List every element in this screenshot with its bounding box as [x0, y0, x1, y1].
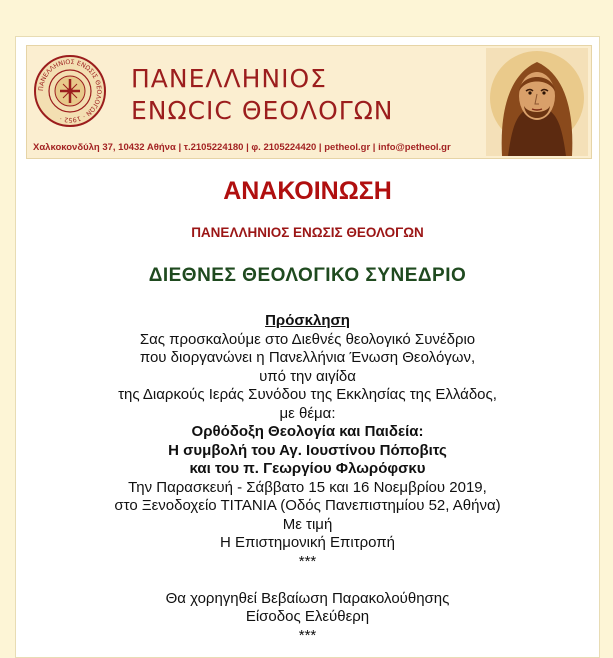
sender-name: ΠΑΝΕΛΛΗΝΙΟΣ ΕΝΩΣΙΣ ΘΕΟΛΟΓΩΝ	[191, 225, 424, 240]
separator: ***	[298, 552, 317, 570]
venue-line: στο Ξενοδοχείο ΤΙΤΑΝΙΑ (Οδός Πανεπιστημίου 52, Αθήνα)	[114, 497, 501, 514]
invitation-line: της Διαρκούς Ιεράς Συνόδου της Εκκλησίας της Ελλάδος,	[118, 386, 497, 403]
conference-title: ΔΙΕΘΝΕΣ ΘΕΟΛΟΓΙΚΟ ΣΥΝΕΔΡΙΟ	[148, 265, 467, 286]
topic-line: Ορθόδοξη Θεολογία και Παιδεία:	[191, 423, 424, 440]
topic-line: και του π. Γεωργίου Φλωρόφσκυ	[189, 460, 426, 477]
invitation-line: υπό την αιγίδα	[259, 367, 356, 385]
union-seal-logo	[33, 54, 107, 128]
invitation-heading: Πρόσκληση	[265, 312, 350, 329]
org-name-line1: ΠΑΝΕΛΛΗΝΙΟΣ	[131, 64, 327, 93]
entry-note: Είσοδος Ελεύθερη	[245, 608, 370, 625]
topic-line: Η συμβολή του Αγ. Ιουστίνου Πόποβιτς	[168, 441, 447, 459]
spacer	[16, 571, 599, 590]
christ-icon	[486, 48, 588, 156]
contact-line: Χαλκοκονδύλη 37, 10432 Αθήνα | τ.2105224180 | φ. 2105224420 | petheol.gr | info@petheol.gr	[33, 142, 451, 153]
invitation-line: που διοργανώνει η Πανελλήνια Ένωση Θεολόγων,	[139, 349, 476, 366]
invitation-line: με θέμα:	[279, 404, 336, 422]
announcement-title: ΑΝΑΚΟΙΝΩΣΗ	[223, 177, 392, 205]
invitation-line: Σας προσκαλούμε στο Διεθνές θεολογικό Συνέδριο	[139, 330, 476, 348]
invitation-body	[16, 312, 599, 645]
dates-line: Την Παρασκευή - Σάββατο 15 και 16 Νοεμβρίου 2019,	[128, 478, 487, 496]
document-page	[15, 36, 600, 658]
certificate-note: Θα χορηγηθεί Βεβαίωση Παρακολούθησης	[165, 589, 450, 607]
letterhead-banner	[26, 45, 592, 159]
committee-signature: Η Επιστημονική Επιτροπή	[219, 534, 395, 551]
org-name-line2: ΕΝΩCΙC ΘΕΟΛΟΓΩΝ	[131, 96, 394, 125]
separator: ***	[298, 626, 317, 644]
closing-line: Με τιμή	[282, 515, 333, 533]
svg-text:ΠΑΝΕΛΛΗΝΙΟΣ ΕΝΩΣΙΣ ΘΕΟΛΟΓΩΝ ·: ΠΑΝΕΛΛΗΝΙΟΣ ΕΝΩΣΙΣ ΘΕΟΛΟΓΩΝ · 1952 ·	[37, 58, 103, 124]
